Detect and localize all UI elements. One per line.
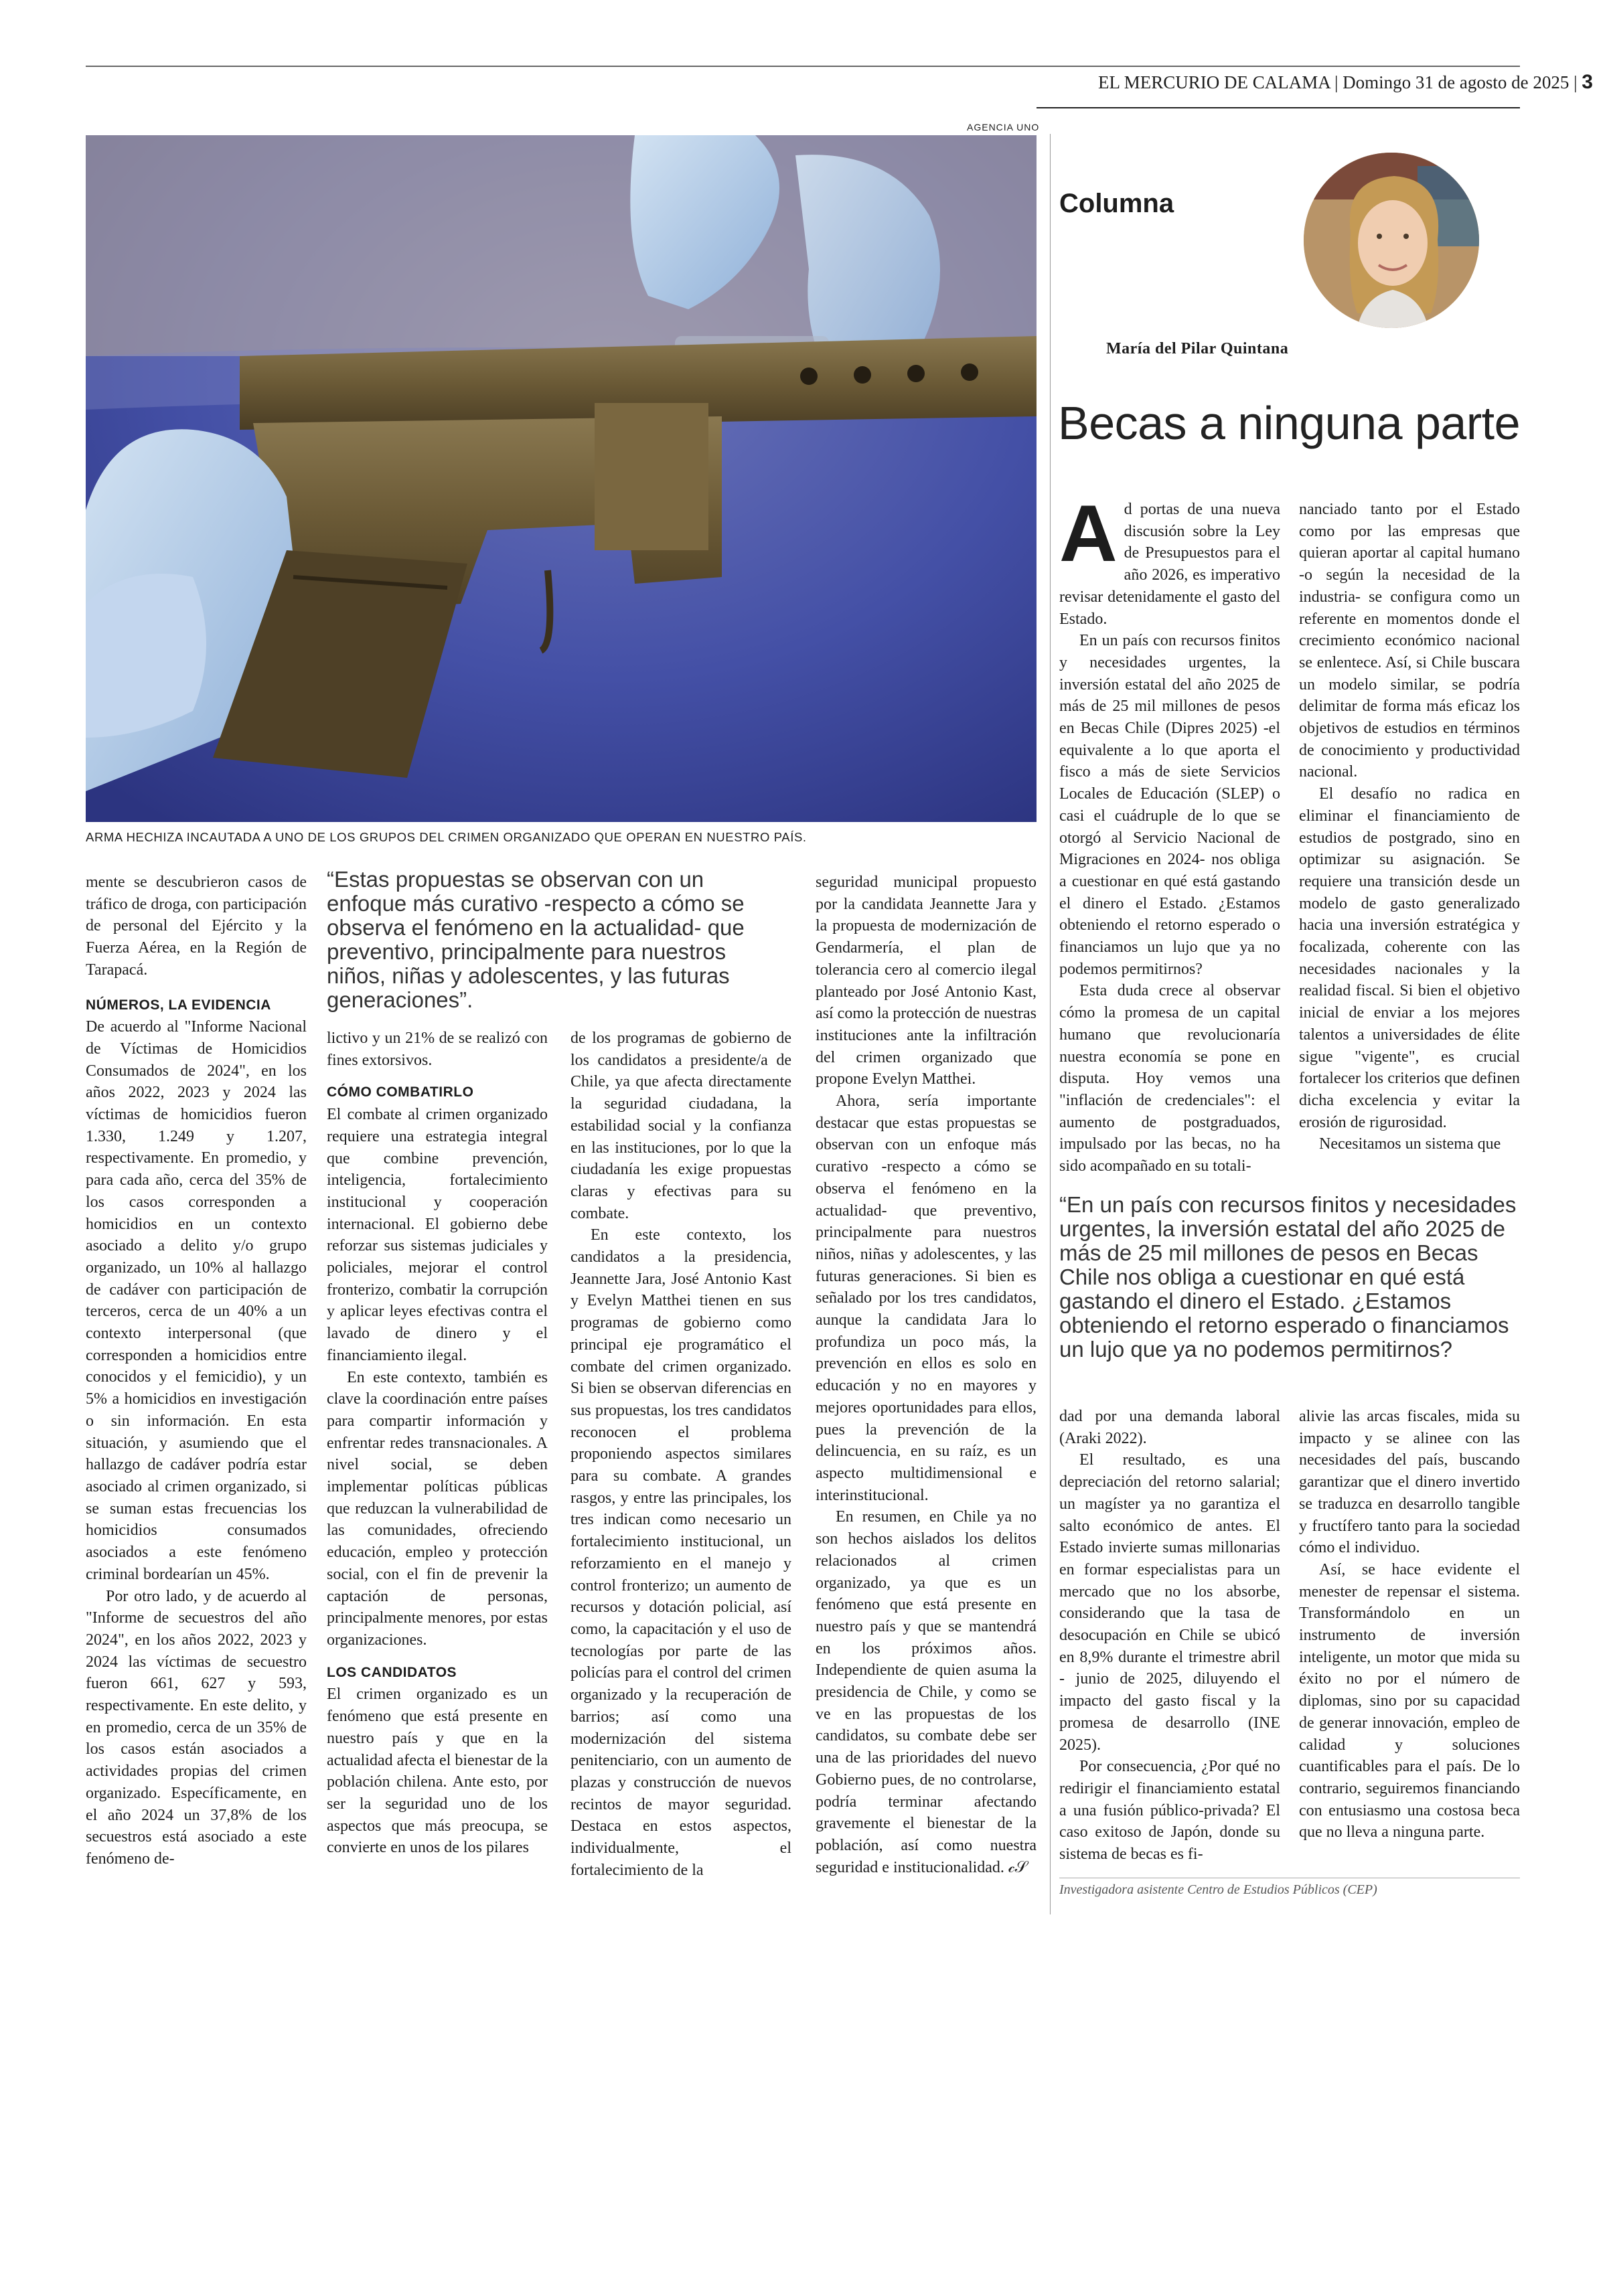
column-paragraph: dad por una demanda laboral (Araki 2022). [1059, 1408, 1280, 1447]
column-title: Becas a ninguna parte [1058, 397, 1521, 449]
header-separator: | [1574, 72, 1582, 92]
article-paragraph: En resumen, en Chile ya no son hechos aislados los delitos relacionados al crimen organizado, ya que es un fenómeno que está presente en nuestro país y que se mantendrá en los próximos años. Independiente de quien asuma la presidencia de Chile, y como se ve en las propuestas de los candidatos, su combate debe ser una de las prioridades del nuevo Gobierno pues, de no controlarse, podría terminar afectando gravemente el bienestar de la población, así como nuestra seguridad e institucionalidad. 𝒸𝒮 [816, 1508, 1037, 1876]
article-paragraph: El combate al crimen organizado requiere una estrategia integral que combine prevención, inteligencia, fortalecimiento institucional y cooperación internacional. El gobierno debe reforzar sus sistemas judiciales y policiales, mejorar el control fronterizo, combatir la corrupción y aplicar leyes efectivas contra el lavado de dinero y el financiamiento ilegal. [327, 1106, 548, 1364]
subheading-numeros: NÚMEROS, LA EVIDENCIA [86, 997, 271, 1013]
article-paragraph: mente se descubrieron casos de tráfico de droga, con participación de personal del Ejército y la Fuerza Aérea, en la Región de Tarapacá. [86, 874, 307, 979]
column-paragraph: En un país con recursos finitos y necesidades urgentes, la inversión estatal del año 2025 de más de 25 mil millones de pesos en Becas Chile (Dipres 2025) -el equivalente a lo que aporta el fisco a más de siete Servicios Locales de Educación (SLEP) o casi el cuádruple de lo que se otorgó al Servicio Nacional de Migraciones en 2024- nos obliga a cuestionar en qué está gastando el dinero el Estado. ¿Estamos obteniendo el retorno esperado o financiamos un lujo que ya no podemos permitirnos? [1059, 632, 1280, 978]
end-mark: 𝒸𝒮 [1008, 1858, 1028, 1876]
article-paragraph: En este contexto, también es clave la coordinación entre países para compartir información y enfrentar redes transnacionales. A nivel social, se deben implementar políticas públicas que reduzcan la vulnerabilidad de las comunidades, ofreciendo educación, empleo y protección social, con el fin de prevenir la captación de personas, principalmente menores, por estas organizaciones. [327, 1368, 548, 1649]
column-paragraph: Necesitamos un sistema que [1319, 1135, 1501, 1153]
author-signature: Investigadora asistente Centro de Estudios Públicos (CEP) [1059, 1882, 1377, 1897]
column-text-2 [1299, 499, 1520, 1155]
header-bottom-rule [1037, 107, 1520, 108]
article-paragraph: seguridad municipal propuesto por la candidata Jeannette Jara y la propuesta de modernización de Gendarmería, el plan de tolerancia cero al comercio ilegal planteado por José Antonio Kast, así como la protección de nuestras instituciones ante la infiltración del crimen organizado que propone Evelyn Matthei. [816, 874, 1037, 1088]
photo-illustration [86, 135, 1037, 822]
column-text-4 [1299, 1406, 1520, 1843]
article-paragraph: De acuerdo al "Informe Nacional de Víctimas de Homicidios Consumados de 2024", en los años 2022, 2023 y 2024 las víctimas de homicidios fueron 1.330, 1.249 y 1.207, respectivamente. En promedio, y para cada año, cerca del 35% de los casos corresponden a homicidios en un contexto asociado a delito y/o grupo organizado, un 10% al hallazgo de cadáver con participación de terceros, cerca de un 40% a un contexto interpersonal (que corresponden a homicidios entre conocidos y el femicidio), y un 5% a homicidios en investigación o sin información. En esta situación, y asumiendo que el hallazgo de cadáver podría estar asociado al crimen organizado, si se suman estas frecuencias los homicidios consumados asociados a este fenómeno criminal bordearían un 45%. [86, 1018, 307, 1583]
photo-credit: AGENCIA UNO [967, 122, 1040, 133]
header-separator: | [1334, 72, 1343, 92]
column-paragraph: nanciado tanto por el Estado como por las empresas que quieran aportar al capital humano -o según la necesidad de la industria- se configura como un referente en momentos donde el crecimiento económico nacional se enlentece. Así, si Chile buscara un modelo similar, se podría delimitar de forma más eficaz los objetivos de estudios en términos de conocimiento y productividad nacional. [1299, 501, 1520, 781]
page-header [1098, 71, 1593, 94]
news-photo [86, 135, 1037, 822]
column-paragraph: alivie las arcas fiscales, mida su impacto y se alinee con las necesidades del país, buscando garantizar que el dinero invertido se traduzca en desarrollo tangible y fructífero tanto para la sociedad cómo el individuo. [1299, 1408, 1520, 1557]
article-column-3 [570, 1028, 791, 1881]
column-author: María del Pilar Quintana [1106, 340, 1289, 357]
column-paragraph: El desafío no radica en eliminar el financiamiento de estudios de postgrado, sino en optimizar su asignación. Se requiere una transición desde un modelo de gasto generalizado hacia una inversión estratégica y focalizada, coherente con las necesidades nacionales y la realidad fiscal. Si bien el objetivo inicial de enviar a los mejores talentos a universidades de élite sigue "vigente", es crucial fortalecer los criterios que definen dicha excelencia y evitar la erosión de rigurosidad. [1299, 785, 1520, 1131]
article-paragraph: El crimen organizado es un fenómeno que está presente en nuestro país y que en la actualidad afecta el bienestar de la población chilena. Ante esto, por ser la seguridad uno de los aspectos que más preocupa, se convierte en unos de los pilares [327, 1686, 548, 1857]
column-paragraph: El resultado, es una depreciación del retorno salarial; un magíster ya no garantiza el salto económico de antes. El Estado invierte sumas millonarias en formar especialistas para un mercado que no los absorbe, considerando que la tasa de desocupación en Chile se ubicó en 8,9% durante el trimestre abril - junio de 2025, diluyendo el impacto del gasto fiscal y la promesa de desarrollo (INE 2025). [1059, 1451, 1280, 1754]
article-paragraph: Ahora, sería importante destacar que estas propuestas se observan con un enfoque más curativo -respecto a cómo se observa el fenómeno en la actualidad- que preventivo, principalmente para nuestros niños, niñas y adolescentes, y las futuras generaciones. Si bien es señalado por los tres candidatos, aunque la candidata Jara lo profundiza un poco más, la prevención en ellos es solo en educación y no en mayores y mejores oportunidades para ellos, pues la prevención de la delincuencia, en su raíz, es un aspecto multidimensional e interinstitucional. [816, 1092, 1037, 1504]
article-paragraph: Por otro lado, y de acuerdo al "Informe de secuestros del año 2024", en los años 2022, 2023 y 2024 las víctimas de secuestro fueron 661, 627 y 593, respectivamente. En este delito, y en promedio, cerca de un 35% de los casos están asociados a actividades propias del crimen organizado. Específicamente, en el año 2024 un 37,8% de los secuestros está asociado a este fenómeno de- [86, 1587, 307, 1868]
article-column-2 [327, 1028, 548, 1859]
column-paragraph: Por consecuencia, ¿Por qué no redirigir el financiamiento estatal a una fusión público-privada? El caso exitoso de Japón, donde su sistema de becas es fi- [1059, 1758, 1280, 1864]
issue-date: Domingo 31 de agosto de 2025 [1343, 72, 1570, 92]
photo-caption: ARMA HECHIZA INCAUTADA A UNO DE LOS GRUPOS DEL CRIMEN ORGANIZADO QUE OPERAN EN NUESTRO PAÍS. [86, 830, 807, 844]
header-top-rule [86, 66, 1520, 67]
subheading-como-combatirlo: CÓMO COMBATIRLO [327, 1084, 474, 1100]
author-portrait [1304, 153, 1479, 328]
article-paragraph: de los programas de gobierno de los candidatos a presidente/a de Chile, ya que afecta directamente la seguridad ciudadana, la estabilidad social y la confianza en las instituciones, por lo que la ciudadanía les exige propuestas claras y efectivas para su combate. [570, 1030, 791, 1222]
column-pullquote: “En un país con recursos finitos y necesidades urgentes, la inversión estatal del año 2025 de más de 25 mil millones de pesos en Becas Chile nos obliga a cuestionar en qué está gastando el dinero el Estado. ¿Estamos obteniendo el retorno esperado o financiamos un lujo que ya no podemos permitirnos? [1059, 1192, 1517, 1362]
page-number: 3 [1582, 71, 1593, 93]
article-column-1 [86, 872, 307, 1870]
column-paragraph: Esta duda crece al observar cómo la promesa de un capital humano que revolucionaría nuestra economía se pone en disputa. Hoy vemos una "inflación de credenciales": el aumento de postgraduados, impulsado por las becas, no ha sido acompañado en su totali- [1059, 982, 1280, 1175]
article-paragraph: En este contexto, los candidatos a la presidencia, Jeannette Jara, José Antonio Kast y Evelyn Matthei tienen en sus programas de gobierno como principal eje programático el combate del crimen organizado. Si bien se observan diferencias en sus propuestas, los tres candidatos reconocen el problema proponiendo aspectos similares para su combate. A grandes rasgos, y entre las principales, los tres indican como necesario un fortalecimiento institucional, un reforzamiento en el manejo y control fronterizo; un aumento de recursos y dotación policial, así como, la capacitación y el uso de tecnologías por parte de las policías para el control del crimen organizado y la recuperación de barrios; así como una modernización del sistema penitenciario, con un aumento de plazas y construcción de nuevos recintos de mayor seguridad. Destaca en estos aspectos, individualmente, el fortalecimiento de la [570, 1226, 791, 1879]
article-pullquote: “Estas propuestas se observan con un enfoque más curativo -respecto a cómo se observa el fenómeno en la actualidad- que preventivo, principalmente para nuestros niños, niñas y adolescentes, y las futuras generaciones”. [327, 867, 745, 1012]
column-paragraph: Así, se hace evidente el menester de repensar el sistema. Transformándolo en un instrumento de inversión inteligente, un motor que mida su éxito no por el número de diplomas, sino por su capacidad de generar innovación, empleo de calidad y soluciones cuantificables para el país. De lo contrario, seguiremos financiando con entusiasmo una costosa beca que no lleva a ninguna parte. [1299, 1560, 1520, 1841]
author-photo [1304, 153, 1479, 328]
publication-name: EL MERCURIO DE CALAMA [1098, 72, 1330, 92]
drop-cap: A [1059, 489, 1118, 578]
column-paragraph: Ad portas de una nueva discusión sobre la Ley de Presupuestos para el año 2026, es imperativo revisar detenidamente el gasto del Estado. [1059, 489, 1280, 628]
article-paragraph: lictivo y un 21% de se realizó con fines extorsivos. [327, 1030, 548, 1069]
column-text-1 [1059, 489, 1280, 1177]
column-text-3 [1059, 1406, 1280, 1866]
article-column-4 [816, 872, 1037, 1878]
column-rubric: Columna [1059, 189, 1174, 218]
subheading-los-candidatos: LOS CANDIDATOS [327, 1664, 457, 1680]
section-divider [1050, 134, 1051, 1914]
